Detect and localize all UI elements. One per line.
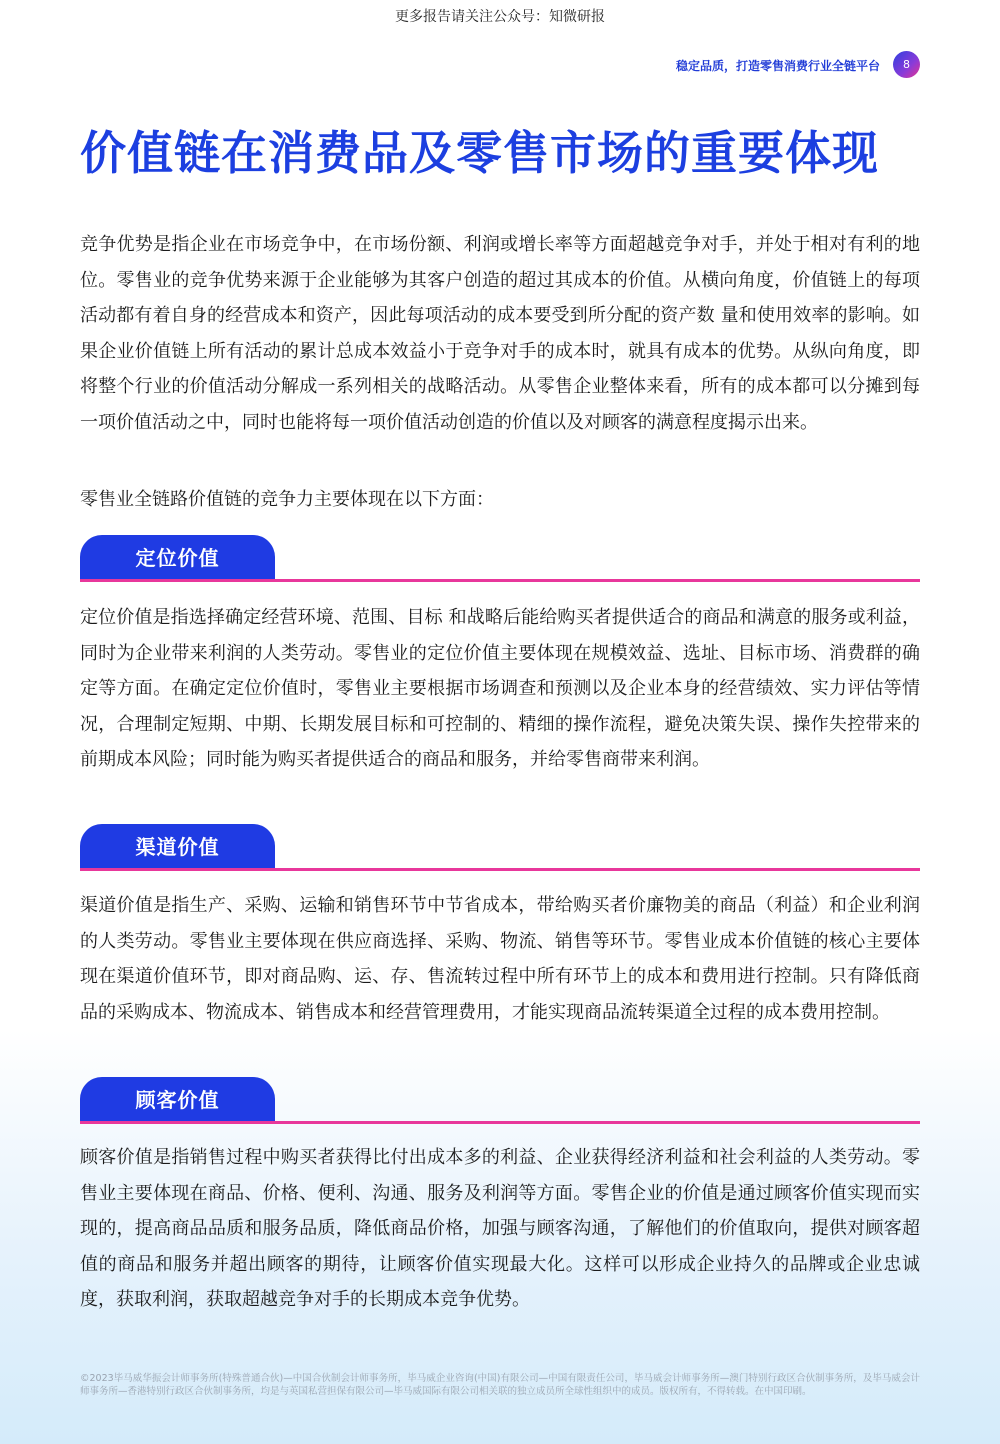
header-tagline: 稳定品质，打造零售消费行业全链平台 bbox=[675, 59, 880, 73]
section-divider bbox=[80, 1121, 920, 1124]
footer-copyright: ©2023毕马威华振会计师事务所(特殊普通合伙)—中国合伙制会计师事务所，毕马威企业咨询(中国)有限公司—中国有限责任公司，毕马威会计师事务所—澳门特别行政区合伙制事务所，及毕马威会计师事务所—香港特别行政区合伙制事务所，均是与英国私营担保有限公司—毕马威国际有限公司相关联的独立成员所全球性组织中的成员。版权所有，不得转载。在中国印刷。 bbox=[80, 1373, 920, 1397]
lead-paragraph: 零售业全链路价值链的竞争力主要体现在以下方面： bbox=[80, 489, 494, 510]
section-header-positioning bbox=[80, 535, 920, 583]
section-header-channel bbox=[80, 824, 920, 872]
section-divider bbox=[80, 579, 920, 582]
section-tab-customer: 顾客价值 bbox=[80, 1077, 275, 1121]
page-number-badge: 8 bbox=[893, 51, 920, 78]
section-tab-channel: 渠道价值 bbox=[80, 824, 275, 868]
section-body-positioning: 定位价值是指选择确定经营环境、范围、目标 和战略后能给购买者提供适合的商品和满意的服务或利益，同时为企业带来利润的人类劳动。零售业的定位价值主要体现在规模效益、选址、目标市场、消费群的确定等方面。在确定定位价值时，零售业主要根据市场调查和预测以及企业本身的经营绩效、实力评估等情况，合理制定短期、中期、长期发展目标和可控制的、精细的操作流程，避免决策失误、操作失控带来的前期成本风险；同时能为购买者提供适合的商品和服务，并给零售商带来利润。 bbox=[80, 607, 920, 770]
section-body-customer: 顾客价值是指销售过程中购买者获得比付出成本多的利益、企业获得经济利益和社会利益的人类劳动。零售业主要体现在商品、价格、便利、沟通、服务及利润等方面。零售企业的价值是通过顾客价值实现而实现的，提高商品品质和服务品质，降低商品价格，加强与顾客沟通，了解他们的价值取向，提供对顾客超值的商品和服务并超出顾客的期待，让顾客价值实现最大化。这样可以形成企业持久的品牌或企业忠诚度，获取利润，获取超越竞争对手的长期成本竞争优势。 bbox=[80, 1147, 920, 1310]
page-title: 价值链在消费品及零售市场的重要体现 bbox=[80, 126, 879, 180]
section-divider bbox=[80, 868, 920, 871]
top-notice: 更多报告请关注公众号：知微研报 bbox=[395, 9, 605, 25]
section-body-channel: 渠道价值是指生产、采购、运输和销售环节中节省成本，带给购买者价廉物美的商品（利益）和企业利润的人类劳动。零售业主要体现在供应商选择、采购、物流、销售等环节。零售业成本价值链的核心主要体现在渠道价值环节，即对商品购、运、存、售流转过程中所有环节上的成本和费用进行控制。只有降低商品的采购成本、物流成本、销售成本和经营管理费用，才能实现商品流转渠道全过程的成本费用控制。 bbox=[80, 895, 920, 1023]
section-header-customer bbox=[80, 1077, 920, 1125]
section-tab-positioning: 定位价值 bbox=[80, 535, 275, 579]
intro-paragraph: 竞争优势是指企业在市场竞争中，在市场份额、利润或增长率等方面超越竞争对手，并处于相对有利的地位。零售业的竞争优势来源于企业能够为其客户创造的超过其成本的价值。从横向角度，价值链上的每项活动都有着自身的经营成本和资产，因此每项活动的成本要受到所分配的资产数 量和使用效率的影响。如果企业价值链上所有活动的累计总成本效益小于竞争对手的成本时，就具有成本的优势。从纵向角度，即将整个行业的价值活动分解成一系列相关的战略活动。从零售企业整体来看，所有的成本都可以分摊到每一项价值活动之中，同时也能将每一项价值活动创造的价值以及对顾客的满意程度揭示出来。 bbox=[80, 234, 920, 433]
